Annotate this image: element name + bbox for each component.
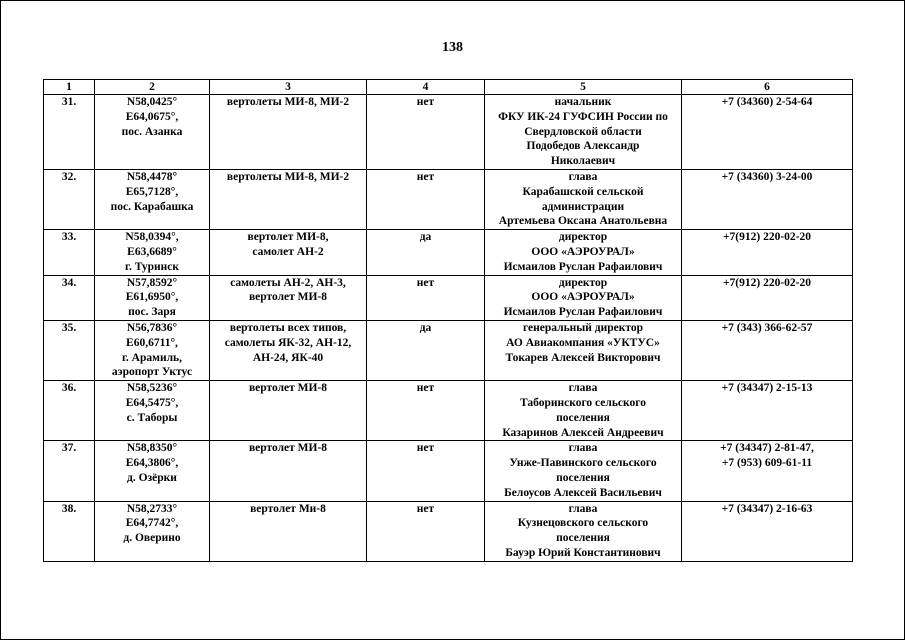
coordinates-cell: N58,5236° E64,5475°, с. Таборы — [95, 381, 210, 441]
row-number: 32. — [44, 169, 95, 229]
flag-cell: нет — [367, 95, 485, 170]
aircraft-cell: вертолет Ми-8 — [210, 501, 367, 561]
contact-cell: глава Таборинского сельского поселения Казаринов Алексей Андреевич — [485, 381, 682, 441]
table-row — [44, 95, 853, 170]
aircraft-cell: самолеты АН-2, АН-3, вертолет МИ-8 — [210, 275, 367, 320]
column-header: 4 — [367, 80, 485, 95]
coordinates-cell: N58,0425° E64,0675°, пос. Азанка — [95, 95, 210, 170]
coordinates-cell: N56,7836° E60,6711°, г. Арамиль, аэропорт Уктус — [95, 320, 210, 380]
aircraft-cell: вертолеты МИ-8, МИ-2 — [210, 169, 367, 229]
aircraft-cell: вертолеты МИ-8, МИ-2 — [210, 95, 367, 170]
phone-cell: +7 (34347) 2-16-63 — [682, 501, 853, 561]
column-header: 1 — [44, 80, 95, 95]
contact-cell: начальник ФКУ ИК-24 ГУФСИН России по Свердловской области Подобедов Александр Николаевич — [485, 95, 682, 170]
column-header: 5 — [485, 80, 682, 95]
aircraft-cell: вертолет МИ-8, самолет АН-2 — [210, 230, 367, 275]
flag-cell: нет — [367, 501, 485, 561]
table-row — [44, 230, 853, 275]
coordinates-cell: N58,2733° E64,7742°, д. Оверино — [95, 501, 210, 561]
aircraft-cell: вертолеты всех типов, самолеты ЯК-32, АН-12, АН-24, ЯК-40 — [210, 320, 367, 380]
contact-cell: генеральный директор АО Авиакомпания «УКТУС» Токарев Алексей Викторович — [485, 320, 682, 380]
table-row — [44, 320, 853, 380]
phone-cell: +7(912) 220-02-20 — [682, 275, 853, 320]
column-header: 2 — [95, 80, 210, 95]
table-row — [44, 275, 853, 320]
table-row — [44, 441, 853, 501]
row-number: 35. — [44, 320, 95, 380]
contact-cell: глава Карабашской сельской администрации Артемьева Оксана Анатольевна — [485, 169, 682, 229]
aircraft-cell: вертолет МИ-8 — [210, 381, 367, 441]
row-number: 38. — [44, 501, 95, 561]
table-row — [44, 501, 853, 561]
row-number: 33. — [44, 230, 95, 275]
phone-cell: +7 (34347) 2-81-47, +7 (953) 609-61-11 — [682, 441, 853, 501]
contact-cell: директор ООО «АЭРОУРАЛ» Исмаилов Руслан Рафаилович — [485, 230, 682, 275]
phone-cell: +7 (343) 366-62-57 — [682, 320, 853, 380]
contact-cell: глава Кузнецовского сельского поселения Бауэр Юрий Константинович — [485, 501, 682, 561]
row-number: 36. — [44, 381, 95, 441]
flag-cell: да — [367, 230, 485, 275]
row-number: 37. — [44, 441, 95, 501]
contact-cell: глава Унже-Павинского сельского поселения Белоусов Алексей Васильевич — [485, 441, 682, 501]
flag-cell: нет — [367, 441, 485, 501]
contact-cell: директор ООО «АЭРОУРАЛ» Исмаилов Руслан Рафаилович — [485, 275, 682, 320]
phone-cell: +7 (34347) 2-15-13 — [682, 381, 853, 441]
aircraft-cell: вертолет МИ-8 — [210, 441, 367, 501]
coordinates-cell: N58,0394°, E63,6689° г. Туринск — [95, 230, 210, 275]
page-number: 138 — [442, 40, 463, 55]
phone-cell: +7 (34360) 3-24-00 — [682, 169, 853, 229]
coordinates-cell: N58,8350° E64,3806°, д. Озёрки — [95, 441, 210, 501]
phone-cell: +7 (34360) 2-54-64 — [682, 95, 853, 170]
flag-cell: да — [367, 320, 485, 380]
table-row — [44, 381, 853, 441]
table-row — [44, 169, 853, 229]
row-number: 34. — [44, 275, 95, 320]
row-number: 31. — [44, 95, 95, 170]
column-header: 3 — [210, 80, 367, 95]
data-table — [43, 79, 853, 562]
flag-cell: нет — [367, 275, 485, 320]
table-header-row — [44, 80, 853, 95]
phone-cell: +7(912) 220-02-20 — [682, 230, 853, 275]
flag-cell: нет — [367, 169, 485, 229]
coordinates-cell: N58,4478° E65,7128°, пос. Карабашка — [95, 169, 210, 229]
column-header: 6 — [682, 80, 853, 95]
coordinates-cell: N57,8592° E61,6950°, пос. Заря — [95, 275, 210, 320]
flag-cell: нет — [367, 381, 485, 441]
